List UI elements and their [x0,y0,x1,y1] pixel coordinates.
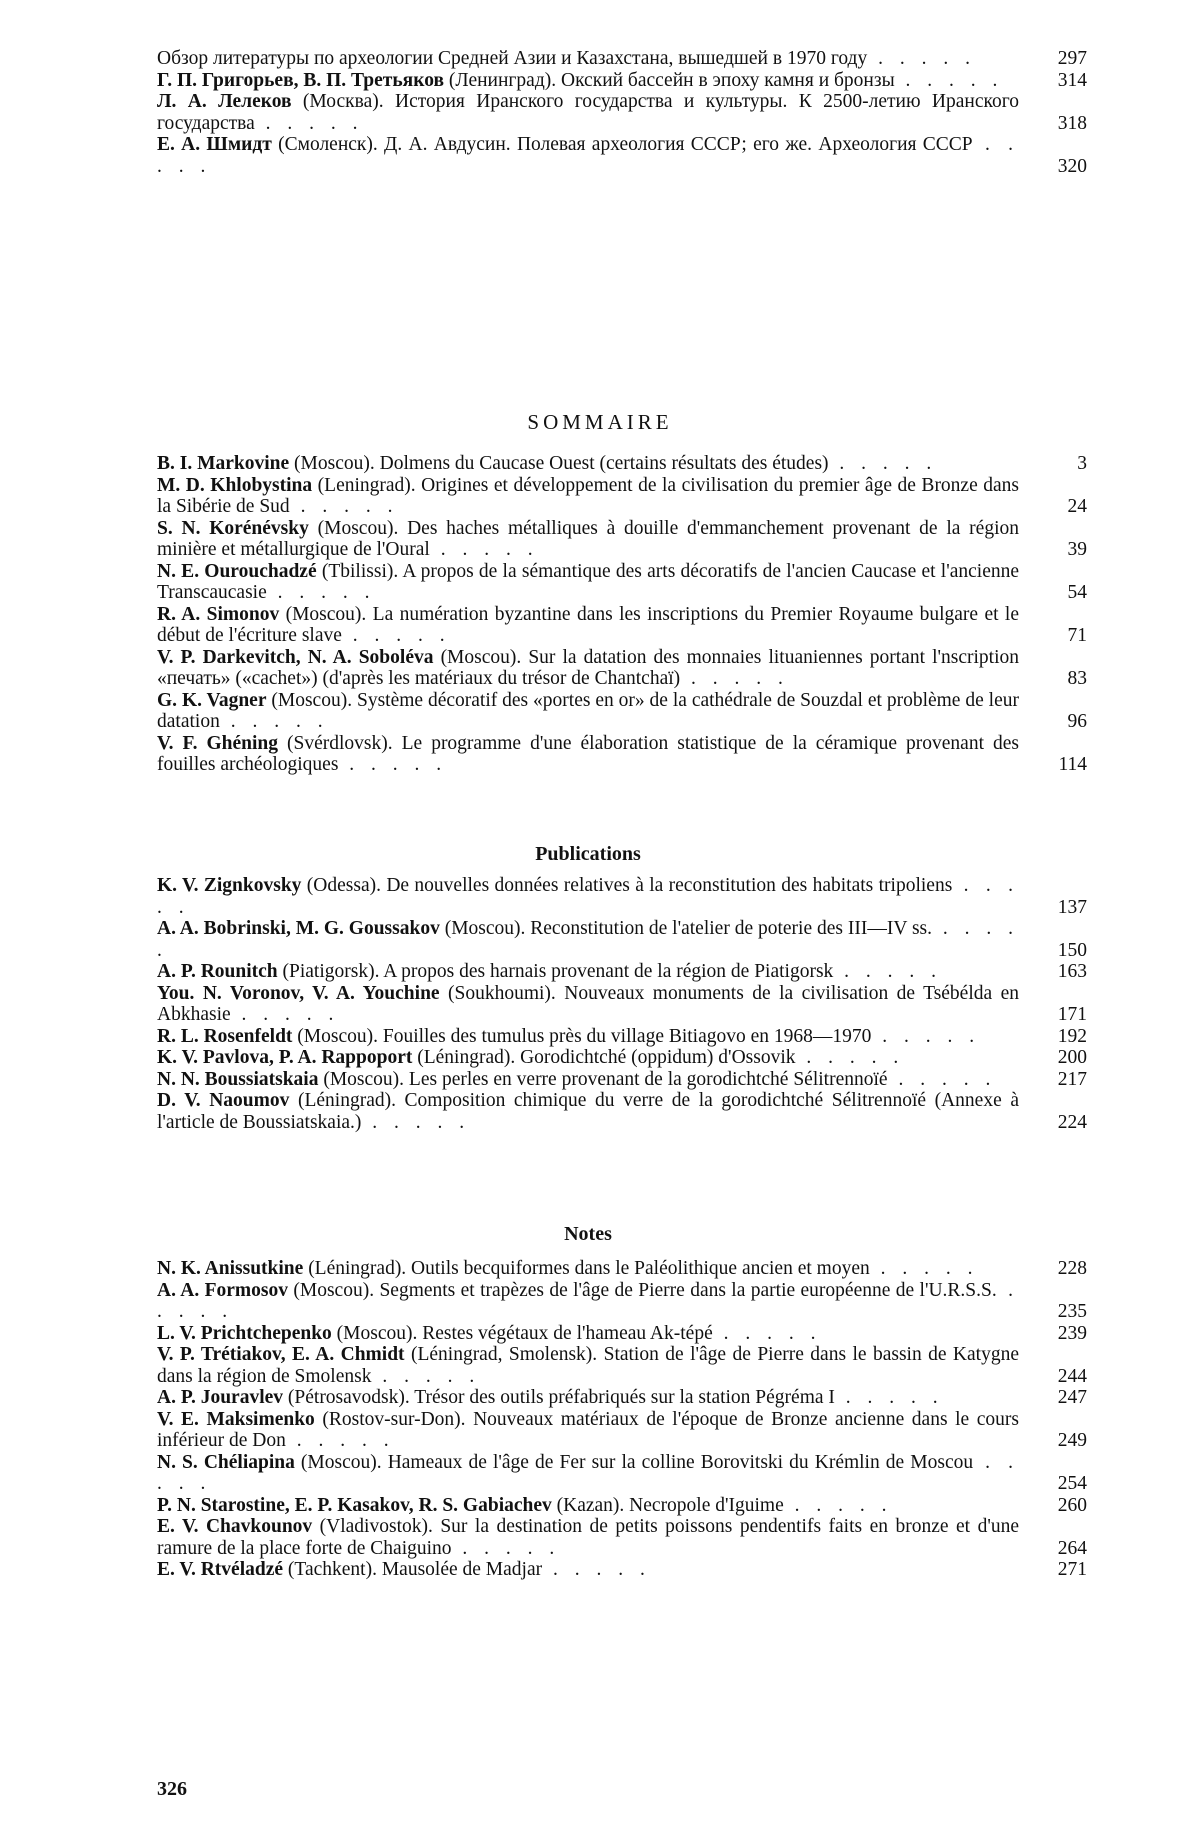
toc-entry [157,1026,1087,1048]
dot-leader: . . . . . [230,1004,340,1025]
toc-entry [157,1516,1087,1559]
toc-author: P. N. Starostine, E. P. Kasakov, R. S. Gabiachev [157,1494,552,1516]
dot-leader: . . . . . [712,1322,822,1344]
toc-entry-text [157,518,1019,561]
toc-entry-text [157,918,1019,961]
toc-title: (Rostov-sur-Don). Nouveaux matériaux de l'époque de Bronze ancienne dans le cours inférieur de Don [157,1408,1019,1451]
toc-author: A. P. Rounitch [157,961,278,982]
toc-entry [157,1559,1087,1581]
dot-leader: . . . . . [869,1258,979,1279]
toc-entry-text [157,1387,1019,1409]
toc-entry-text [157,647,1019,690]
toc-author: A. A. Bobrinski, M. G. Goussakov [157,918,440,939]
dot-leader: . . . . . [828,453,938,474]
dot-leader: . . . . . [429,539,539,560]
toc-entry-text [157,70,1019,92]
toc-title: (Moscou). Les perles en verre provenant de la gorodichtché Sélitrennoïé [318,1068,888,1090]
toc-entry-text [157,1344,1019,1387]
toc-title: (Moscou). Hameaux de l'âge de Fer sur la colline Borovitski du Krémlin de Moscou [294,1451,974,1473]
toc-author: Е. А. Шмидт [157,134,272,155]
toc-entry [157,1069,1087,1091]
toc-entry [157,48,1087,70]
toc-entry [157,134,1087,177]
toc-entry [157,91,1087,134]
toc-page-number: 260 [1057,1494,1087,1516]
toc-page-number: 163 [1057,961,1087,982]
toc-entry-text [157,1559,1019,1581]
toc-title: (Kazan). Necropole d'Iguime [551,1494,784,1516]
toc-author: M. D. Khlobystina [157,474,313,496]
dot-leader: . . . . . [285,1430,395,1451]
dot-leader: . . . . . [871,1025,981,1047]
dot-leader: . . . . . [371,1365,481,1387]
toc-author: V. F. Ghéning [157,732,278,754]
toc-entry-text [157,875,1019,918]
toc-entry [157,918,1087,961]
toc-entry [157,1387,1087,1409]
toc-author: S. N. Korénévsky [157,517,309,539]
toc-author: You. N. Voronov, V. A. Youchine [157,982,440,1004]
toc-entry-text [157,1516,1019,1559]
toc-page-number: 83 [1067,668,1087,689]
toc-entry-text [157,1280,1019,1323]
toc-title: (Pétrosavodsk). Trésor des outils préfabriqués sur la station Pégréma I [283,1387,835,1408]
toc-title: (Svérdlovsk). Le programme d'une élaboration statistique de la céramique provenant des fouilles archéologiques [157,732,1019,775]
dot-leader: . . . . . [680,668,789,689]
toc-title: (Moscou). Dolmens du Caucase Ouest (certains résultats des études) [289,453,829,474]
toc-entry [157,961,1087,983]
toc-entry-text [157,91,1019,134]
toc-title: (Moscou). Des haches métalliques à douille d'emmanchement provenant de la région minière et métallurgique de l'Oural [157,517,1019,560]
toc-title: (Soukhoumi). Nouveaux monuments de la civilisation de Tsébélda en Abkhasie [157,982,1019,1025]
toc-page-number: 96 [1067,711,1087,732]
dot-leader: . . . . . [157,1279,1019,1322]
dot-leader: . . . . . [289,496,399,517]
toc-page-number: 54 [1067,582,1087,603]
toc-entry [157,875,1087,918]
toc-entry [157,690,1087,733]
toc-page-number: 217 [1057,1068,1087,1090]
toc-author: L. V. Prichtchepenko [157,1322,332,1344]
toc-entry-text [157,475,1019,518]
toc-page-number: 318 [1057,112,1087,134]
toc-page-number: 200 [1057,1047,1087,1068]
toc-page-number: 114 [1058,754,1087,775]
toc-entry [157,1495,1087,1517]
toc-page-number: 24 [1067,496,1087,517]
toc-entry-text [157,733,1019,776]
toc-page-number: 224 [1057,1111,1087,1133]
toc-entry [157,475,1087,518]
toc-page-number: 264 [1057,1537,1087,1559]
toc-title: (Léningrad). Gorodichtché (oppidum) d'Ossovik [412,1047,796,1068]
dot-leader: . . . . . [157,918,1020,961]
notes-list [157,1258,1087,1581]
toc-entry-text [157,961,1019,983]
toc-page-number: 150 [1057,939,1087,961]
dot-leader: . . . . . [341,625,451,646]
toc-page-number: 314 [1057,69,1087,91]
toc-page-number: 320 [1057,155,1087,177]
russian-contents [157,48,1087,177]
dot-leader: . . . . . [451,1537,561,1559]
toc-title: (Moscou). Segments et trapèzes de l'âge de Pierre dans la partie européenne de l'U.R.S.S. [288,1279,997,1301]
page-number: 326 [157,1778,187,1800]
toc-entry-text [157,604,1019,647]
toc-entry [157,1323,1087,1345]
toc-author: A. P. Jouravlev [157,1387,284,1408]
toc-author: N. S. Chéliapina [157,1451,295,1473]
toc-entry-text [157,1409,1019,1452]
toc-page-number: 254 [1057,1473,1087,1494]
toc-page-number: 137 [1057,896,1087,918]
publications-heading: Publications [535,843,641,865]
toc-title: (Léningrad, Smolensk). Station de l'âge de Pierre dans le bassin de Katygne dans la région de Smolensk [157,1344,1019,1387]
dot-leader: . . . . . [157,134,1020,177]
dot-leader: . . . . . [834,1387,944,1408]
toc-entry-text [157,983,1019,1026]
toc-entry [157,1258,1087,1280]
toc-author: E. V. Chavkounov [157,1516,313,1537]
toc-entry-text [157,1323,1019,1345]
toc-page-number: 71 [1067,625,1087,646]
toc-entry [157,983,1087,1026]
toc-page-number: 249 [1057,1430,1087,1451]
dot-leader: . . . . . [867,48,976,69]
publications-list [157,875,1087,1133]
toc-page-number: 39 [1067,539,1087,560]
toc-title: (Léningrad). Outils becquiformes dans le Paléolithique ancien et moyen [303,1258,870,1279]
toc-author: R. A. Simonov [157,603,280,625]
toc-page-number: 228 [1057,1258,1087,1279]
dot-leader: . . . . . [157,1451,1020,1494]
toc-title: (Odessa). De nouvelles données relatives à la reconstitution des habitats tripoliens [301,875,953,896]
toc-entry [157,518,1087,561]
toc-author: V. P. Darkevitch, N. A. Soboléva [157,646,434,668]
toc-page-number: 3 [1077,453,1087,474]
toc-title: (Vladivostok). Sur la destination de petits poissons pendentifs faits en bronze et d'une ramure de la place forte de Chaiguino [157,1516,1020,1559]
dot-leader: . . . . . [833,961,943,982]
toc-entry-text [157,1090,1019,1133]
toc-entry [157,70,1087,92]
toc-author: D. V. Naoumov [157,1090,290,1111]
toc-entry [157,453,1087,475]
toc-page-number: 235 [1057,1301,1087,1322]
dot-leader: . . . . . [266,582,376,603]
toc-author: N. E. Ourouchadzé [157,560,317,582]
sommaire-list [157,453,1087,776]
toc-page-number: 297 [1057,48,1087,69]
toc-title: (Москва). История Иранского государства и культуры. К 2500-летию Иранского государства [157,91,1019,134]
dot-leader: . . . . . [338,754,448,775]
toc-title: (Moscou). Sur la datation des monnaies lituaniennes portant l'nscription «печать» («cachet») (d'après les matériaux du trésor de Chantchaï) [157,646,1019,689]
toc-entry [157,733,1087,776]
toc-author: K. V. Zignkovsky [157,875,302,896]
toc-page-number: 171 [1057,1004,1087,1025]
toc-page-number: 244 [1057,1365,1087,1387]
toc-title: (Смоленск). Д. А. Авдусин. Полевая археология СССР; его же. Археология СССР [271,134,973,155]
dot-leader: . . . . . [795,1047,905,1068]
toc-entry [157,604,1087,647]
toc-author: K. V. Pavlova, P. A. Rappoport [157,1047,413,1068]
toc-title: (Moscou). Système décoratif des «portes en or» de la cathédrale de Souzdal et problème de leur datation [157,689,1019,732]
toc-author: N. N. Boussiatskaia [157,1068,319,1090]
toc-title: (Moscou). Reconstitution de l'atelier de poterie des III—IV ss. [439,918,932,939]
toc-title: (Tbilissi). A propos de la sémantique des arts décoratifs de l'ancien Caucase et l'ancienne Transcaucasie [157,560,1020,603]
toc-entry [157,1409,1087,1452]
toc-entry-text [157,1047,1019,1069]
toc-entry-text [157,561,1019,604]
sommaire-heading: SOMMAIRE [527,410,673,434]
toc-entry-text [157,48,1019,70]
toc-author: G. K. Vagner [157,689,267,711]
toc-entry [157,1344,1087,1387]
toc-page-number: 247 [1057,1387,1087,1408]
toc-title: Обзор литературы по археологии Средней Азии и Казахстана, вышедшей в 1970 году [157,48,868,69]
toc-title: (Moscou). La numération byzantine dans les inscriptions du Premier Royaume bulgare et le début de l'écriture slave [157,603,1019,646]
toc-entry-text [157,1452,1019,1495]
toc-title: (Piatigorsk). A propos des harnais provenant de la région de Piatigorsk [277,961,834,982]
dot-leader: . . . . . [219,711,329,732]
toc-title: (Léningrad). Composition chimique du verre de la gorodichtché Sélitrennoïé (Annexe à l'article de Boussiatskaia.) [157,1090,1019,1133]
toc-title: (Ленинград). Окский бассейн в эпоху камня и бронзы [444,69,895,91]
toc-author: V. E. Maksimenko [157,1408,315,1430]
toc-author: Л. А. Лелеков [157,91,292,112]
dot-leader: . . . . . [254,112,364,134]
toc-page-number: 239 [1057,1322,1087,1344]
toc-title: (Tachkent). Mausolée de Madjar [283,1559,543,1580]
toc-author: B. I. Markovine [157,453,290,474]
dot-leader: . . . . . [894,69,1004,91]
toc-author: Г. П. Григорьев, В. П. Третьяков [157,69,444,91]
toc-entry-text [157,690,1019,733]
toc-entry-text [157,1495,1019,1517]
toc-entry [157,1452,1087,1495]
toc-entry [157,1047,1087,1069]
toc-title: (Moscou). Fouilles des tumulus près du village Bitiagovo en 1968—1970 [292,1025,872,1047]
toc-page-number: 271 [1057,1559,1087,1580]
toc-page-number: 192 [1057,1025,1087,1047]
toc-entry-text [157,1258,1019,1280]
dot-leader: . . . . . [887,1068,997,1090]
toc-entry-text [157,134,1019,177]
toc-entry-text [157,453,1019,475]
toc-entry-text [157,1069,1019,1091]
toc-title: (Leningrad). Origines et développement de la civilisation du premier âge de Bronze dans la Sibérie de Sud [157,474,1020,517]
toc-entry [157,561,1087,604]
toc-author: V. P. Trétiakov, E. A. Chmidt [157,1344,405,1365]
toc-entry [157,1280,1087,1323]
dot-leader: . . . . . [783,1494,893,1516]
toc-entry [157,647,1087,690]
toc-title: (Moscou). Restes végétaux de l'hameau Ak-tépé [331,1322,713,1344]
dot-leader: . . . . . [542,1559,651,1580]
toc-author: A. A. Formosov [157,1279,288,1301]
notes-heading: Notes [564,1223,612,1245]
toc-author: N. K. Anissutkine [157,1258,304,1279]
toc-author: R. L. Rosenfeldt [157,1025,293,1047]
toc-entry-text [157,1026,1019,1048]
toc-author: E. V. Rtvéladzé [157,1559,284,1580]
dot-leader: . . . . . [361,1111,471,1133]
dot-leader: . . . . . [157,875,1020,918]
toc-entry [157,1090,1087,1133]
